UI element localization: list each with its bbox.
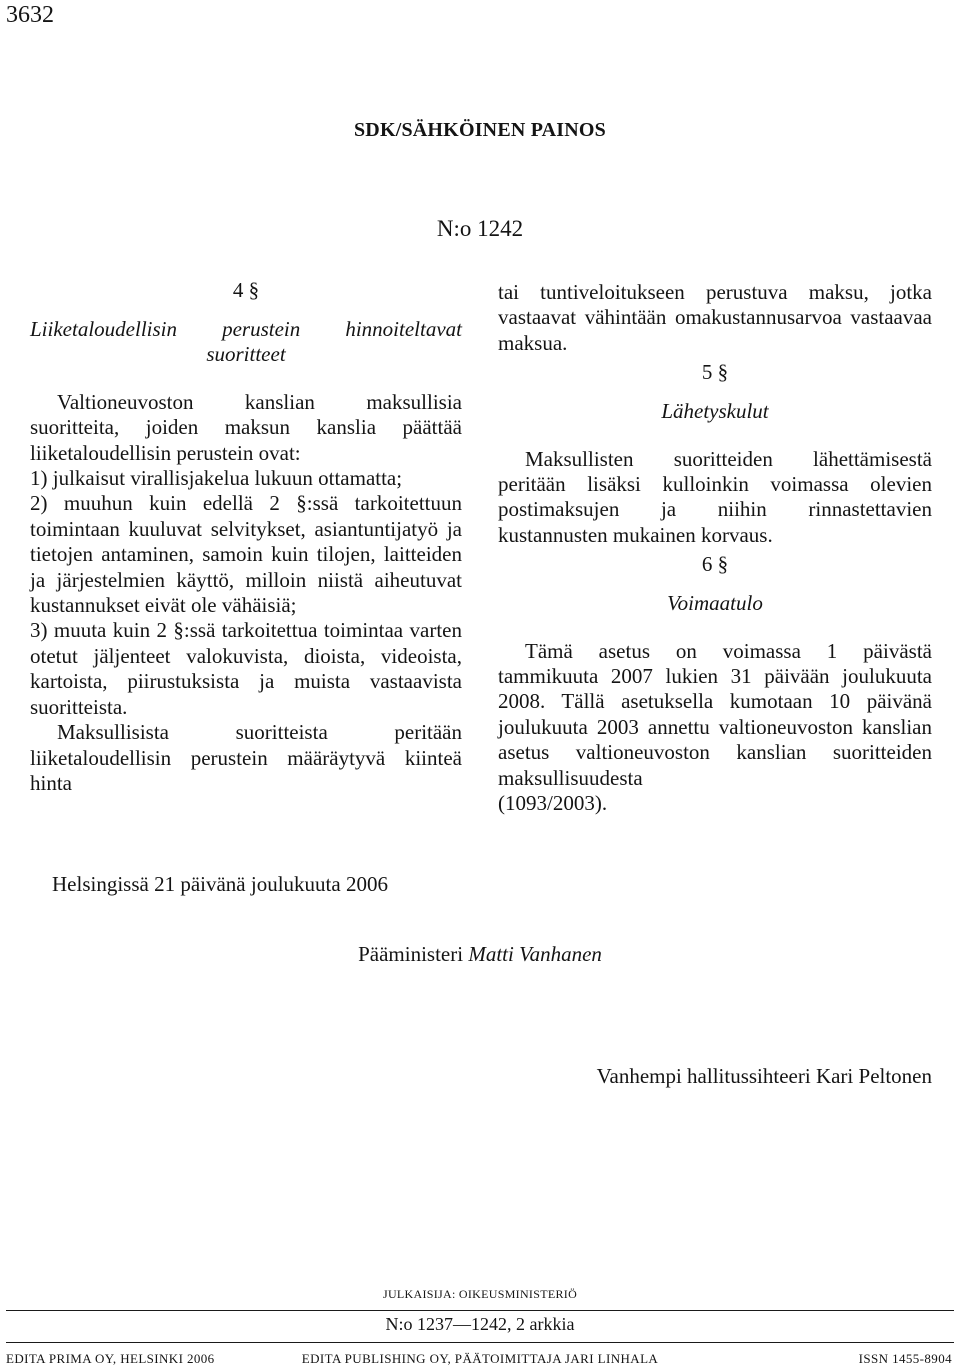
footer-rule-top: [6, 1310, 954, 1311]
right-column: [498, 280, 932, 817]
edition-heading: SDK/SÄHKÖINEN PAINOS: [353, 119, 606, 141]
secretary-signature: Vanhempi hallitussihteeri Kari Peltonen: [596, 1064, 932, 1088]
issue-number: N:o 1242: [436, 216, 524, 241]
section-4-item-3: 3) muuta kuin 2 §:ssä tarkoitettua toimintaa varten otetut jäljenteet valokuvista, dioista, videoista, kartoista, piirustuksista ja muista vastaavista suoritteista.: [30, 618, 462, 719]
section-4-paragraph-intro: Valtioneuvoston kanslian maksullisia suoritteita, joiden maksun kanslia päättää liiketaloudellisin perustein ovat:: [30, 389, 462, 465]
place-and-date: Helsingissä 21 päivänä joulukuuta 2006: [52, 872, 388, 896]
section-5-text: Maksullisten suoritteiden lähettämisestä peritään lisäksi kulloinkin voimassa olevien postimaksujen ja niihin rinnastettavien kustannusten mukainen korvaus.: [498, 446, 932, 547]
footer-rule-bottom: [6, 1342, 954, 1343]
issn: ISSN 1455-8904: [858, 1351, 952, 1366]
section-4-number: 4 §: [232, 278, 260, 302]
issue-range: N:o 1237—1242, 2 arkkia: [385, 1314, 575, 1334]
section-6-text-end: (1093/2003).: [498, 791, 608, 816]
section-5-number: 5 §: [701, 360, 729, 385]
left-column: [30, 278, 462, 796]
section-5-title: Lähetyskulut: [661, 399, 769, 424]
section-4-item-1: 1) julkaisut virallisjakelua lukuun ottamatta;: [30, 466, 403, 491]
prime-minister-title: Pääministeri: [358, 942, 464, 966]
section-4-title-line2: suoritteet: [206, 342, 286, 367]
section-4-paragraph-price: Maksullisista suoritteista peritään liiketaloudellisin perustein määräytyvä kiinteä hinta: [30, 720, 462, 795]
section-4-title: [30, 317, 462, 368]
prime-minister-name: Matti Vanhanen: [468, 942, 602, 966]
printer-center: EDITA PUBLISHING OY, PÄÄTOIMITTAJA JARI LINHALA: [301, 1351, 659, 1366]
section-6-title: Voimaatulo: [667, 591, 763, 616]
publisher: JULKAISIJA: OIKEUSMINISTERIÖ: [382, 1287, 578, 1301]
section-6-text: Tämä asetus on voimassa 1 päivästä tammikuuta 2007 lukien 31 päivään joulukuuta 2008. Tällä asetuksella kumotaan 10 päivänä joulukuuta 2003 annettu valtioneuvoston kanslian asetus valtioneuvoston kanslian suoritteiden maksullisuudesta: [498, 638, 932, 790]
section-4-continuation: tai tuntiveloitukseen perustuva maksu, jotka vastaavat vähintään omakustannusarvoa vastaavaa maksua.: [498, 280, 932, 355]
printer-left: EDITA PRIMA OY, HELSINKI 2006: [6, 1351, 215, 1366]
section-6-number: 6 §: [701, 552, 729, 577]
section-4-item-2: 2) muuhun kuin edellä 2 §:ssä tarkoitettuun toimintaan kuuluvat selvitykset, asiantuntijatyö ja tietojen antaminen, samoin kuin tilojen, laitteiden ja järjestelmien käyttö, milloin niistä aiheutuvat kustannukset eivät ole vähäisiä;: [30, 491, 462, 618]
page-number: 3632: [6, 2, 54, 28]
prime-minister-signature: [0, 942, 960, 967]
section-4-title-line1: Liiketaloudellisin perustein hinnoiteltavat: [30, 317, 462, 341]
